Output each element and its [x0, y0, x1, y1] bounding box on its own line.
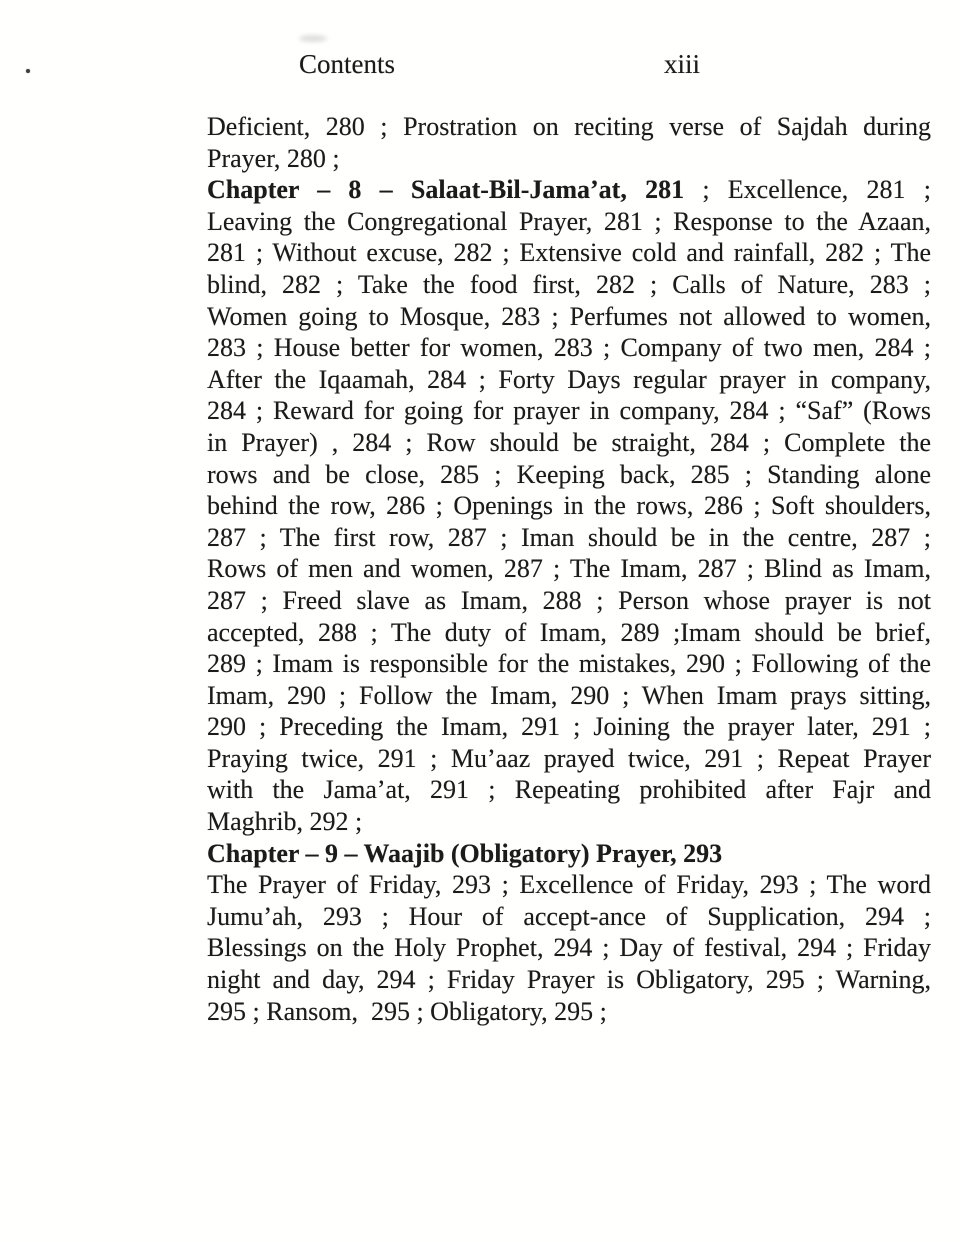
scan-artifact-smudge	[299, 35, 327, 42]
toc-line	[207, 490, 931, 522]
toc-line	[207, 301, 931, 333]
toc-line	[207, 743, 931, 775]
toc-entry-text: blind, 282 ; Take the food first, 282 ; Calls of Nature, 283 ;	[207, 269, 931, 299]
toc-line	[207, 111, 931, 143]
toc-line	[207, 585, 931, 617]
toc-line	[207, 206, 931, 238]
toc-line	[207, 996, 931, 1028]
toc-entry-text: ; Excellence, 281 ;	[684, 175, 931, 205]
toc-line	[207, 774, 931, 806]
page-title: Contents	[299, 49, 396, 79]
toc-entry-text: 287 ; The first row, 287 ; Iman should be in the centre, 287 ;	[207, 522, 931, 552]
toc-entry-text: 281 ; Without excuse, 282 ; Extensive cold and rainfall, 282 ; The	[207, 238, 931, 268]
toc-line	[207, 395, 931, 427]
toc-entry-text: Jumu’ah, 293 ; Hour of accept-ance of Supplication, 294 ;	[207, 901, 931, 931]
toc-entry-text: with the Jama’at, 291 ; Repeating prohibited after Fajr and	[207, 775, 931, 805]
toc-entry-text: Leaving the Congregational Prayer, 281 ; Response to the Azaan,	[207, 206, 931, 236]
toc-entry-text: Women going to Mosque, 283 ; Perfumes not allowed to women,	[207, 301, 931, 331]
toc-entry-text: Prayer, 280 ;	[207, 143, 340, 173]
toc-entry-text: 287 ; Freed slave as Imam, 288 ; Person whose prayer is not	[207, 585, 931, 615]
toc-entry-text: night and day, 294 ; Friday Prayer is Obligatory, 295 ; Warning,	[207, 965, 931, 995]
toc-line	[207, 648, 931, 680]
toc-line	[207, 364, 931, 396]
toc-line	[207, 143, 931, 175]
toc-line	[207, 932, 931, 964]
toc-entry-text: Imam, 290 ; Follow the Imam, 290 ; When Imam prays sitting,	[207, 680, 931, 710]
toc-entry-text: After the Iqaamah, 284 ; Forty Days regular prayer in company,	[207, 364, 931, 394]
toc-paragraph	[207, 111, 931, 174]
scan-artifact-dot	[26, 69, 30, 73]
toc-entry-text: behind the row, 286 ; Openings in the rows, 286 ; Soft shoulders,	[207, 491, 931, 521]
toc-entry-text: 295 ; Ransom, 295 ; Obligatory, 295 ;	[207, 996, 607, 1026]
toc-line	[207, 269, 931, 301]
toc-line	[207, 869, 931, 901]
toc-paragraph	[207, 869, 931, 1027]
page-number: xiii	[664, 49, 701, 79]
toc-line	[207, 237, 931, 269]
toc-line	[207, 459, 931, 491]
toc-entry-text: The Prayer of Friday, 293 ; Excellence of Friday, 293 ; The word	[207, 870, 931, 900]
toc-line	[207, 838, 931, 870]
toc-entry-text: 284 ; Reward for going for prayer in company, 284 ; “Saf” (Rows	[207, 396, 931, 426]
toc-paragraph	[207, 174, 931, 837]
toc-entry-text: Rows of men and women, 287 ; The Imam, 287 ; Blind as Imam,	[207, 554, 931, 584]
toc-line	[207, 711, 931, 743]
toc-entry-text: Maghrib, 292 ;	[207, 807, 363, 837]
toc-line	[207, 174, 931, 206]
toc-line	[207, 964, 931, 996]
toc-line	[207, 806, 931, 838]
toc-entry-text: Blessings on the Holy Prophet, 294 ; Day of festival, 294 ; Friday	[207, 933, 931, 963]
toc-line	[207, 901, 931, 933]
toc-body	[207, 111, 931, 1027]
toc-paragraph	[207, 838, 931, 870]
toc-entry-text: accepted, 288 ; The duty of Imam, 289 ;Imam should be brief,	[207, 617, 931, 647]
toc-entry-text: Praying twice, 291 ; Mu’aaz prayed twice, 291 ; Repeat Prayer	[207, 743, 931, 773]
toc-line	[207, 332, 931, 364]
toc-entry-text: 290 ; Preceding the Imam, 291 ; Joining the prayer later, 291 ;	[207, 712, 931, 742]
toc-line	[207, 617, 931, 649]
toc-entry-text: rows and be close, 285 ; Keeping back, 285 ; Standing alone	[207, 459, 931, 489]
toc-entry-text: in Prayer) , 284 ; Row should be straight, 284 ; Complete the	[207, 427, 931, 457]
toc-chapter-heading-text: Chapter – 8 – Salaat-Bil-Jama’at, 281	[207, 175, 685, 205]
toc-line	[207, 553, 931, 585]
toc-line	[207, 522, 931, 554]
toc-entry-text: 283 ; House better for women, 283 ; Company of two men, 284 ;	[207, 333, 931, 363]
toc-line	[207, 427, 931, 459]
toc-chapter-heading-text: Chapter – 9 – Waajib (Obligatory) Prayer, 293	[207, 838, 723, 868]
toc-entry-text: Deficient, 280 ; Prostration on reciting verse of Sajdah during	[207, 112, 931, 141]
toc-line	[207, 680, 931, 712]
toc-entry-text: 289 ; Imam is responsible for the mistakes, 290 ; Following of the	[207, 649, 931, 679]
